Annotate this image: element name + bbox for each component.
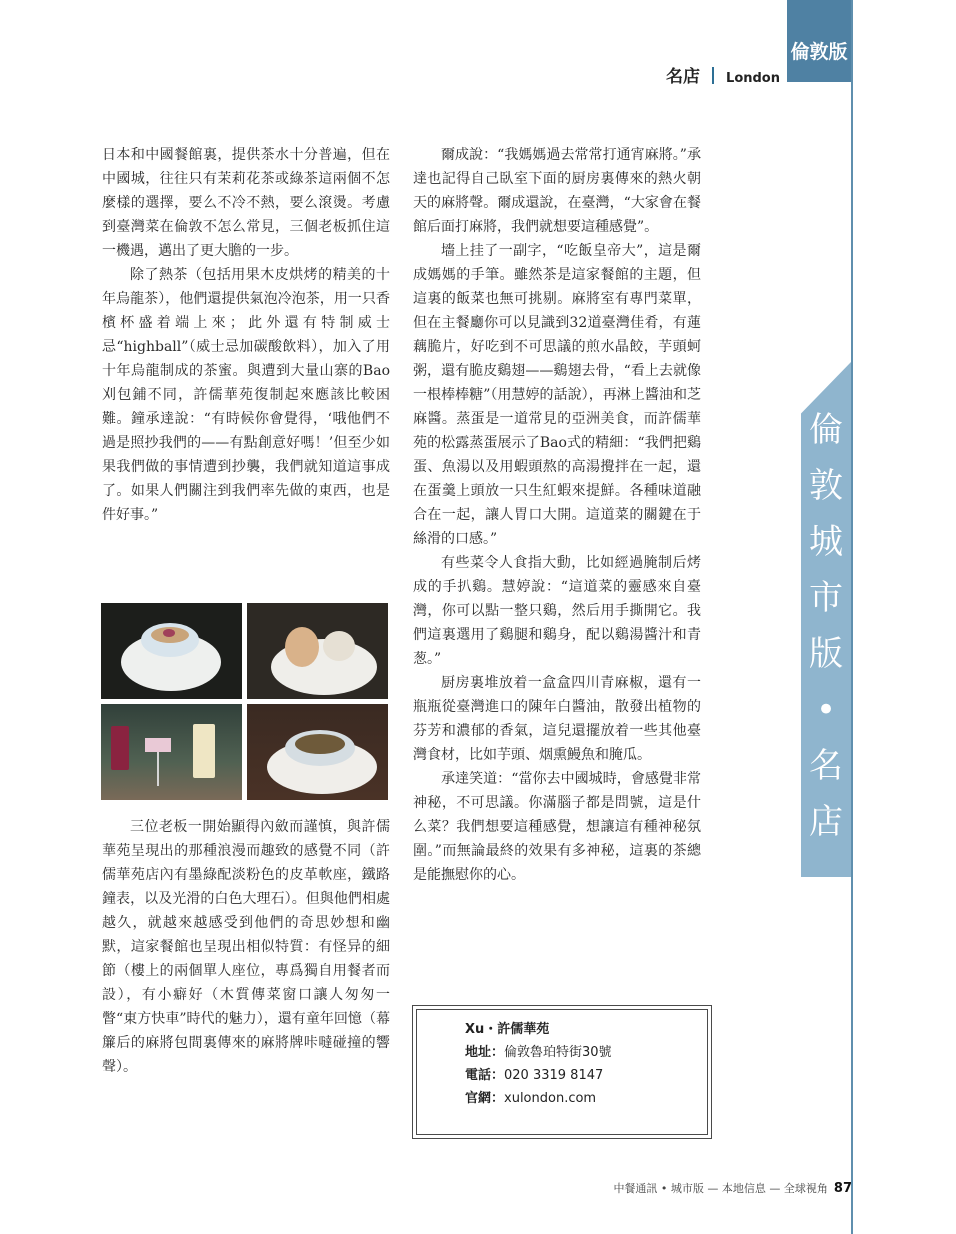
info-content	[465, 1018, 612, 1110]
side-banner-title	[801, 402, 851, 850]
phone-label: 電話：	[465, 1068, 505, 1083]
phone-value: 020 3319 8147	[504, 1068, 604, 1083]
restaurant-info-box	[412, 1005, 712, 1139]
paragraph: 爾成說：“我媽媽過去常常打通宵麻將。”承達也記得自己臥室下面的厨房裏傳來的熱火朝天的麻將聲。爾成還說，在臺灣，“大家會在餐館后面打麻將，我們就想要這種感覺”。	[413, 147, 701, 235]
paragraph: 日本和中國餐館裏，提供茶水十分普遍，但在中國城，往往只有茉莉花茶或綠茶這兩個不怎麼樣的選擇，要么不冷不熱，要么滾燙。考慮到臺灣菜在倫敦不怎么常見，三個老板抓住這一機遇，邁出了更大膽的一步。	[102, 147, 390, 259]
section-city: London	[726, 71, 780, 86]
article-column-right	[413, 143, 701, 887]
article-column-left-bottom	[102, 815, 390, 1079]
photo-drinks	[101, 704, 242, 800]
website-row	[465, 1087, 612, 1110]
side-char: 城	[809, 522, 843, 562]
side-char: 名	[809, 746, 843, 786]
article-column-left-top	[102, 143, 390, 527]
paragraph: 墻上挂了一副字，“吃飯皇帝大”，這是爾成媽媽的手筆。雖然茶是這家餐館的主題，但這裏的飯菜也無可挑剔。麻將室有專門菜單，但在主餐廳你可以見識到32道臺灣佳肴，有蓮藕脆片，好吃到不可思議的煎水晶餃，芋頭蚵粥，還有脆皮鷄翅——鷄翅去骨，“看上去就像一根棒棒糖”（用慧婷的話說），再淋上醬油和芝麻醬。蒸蛋是一道常見的亞洲美食，而許儒華苑的松露蒸蛋展示了Bao式的精細：“我們把鷄蛋、魚湯以及用蝦頭熬的高湯攪拌在一起，還在蛋羹上頭放一只生紅蝦來提鮮。各種味道融合在一起，讓人胃口大開。這道菜的關鍵在于絲滑的口感。”	[413, 243, 701, 547]
paragraph: 承達笑道：“當你去中國城時，會感覺非常神秘，不可思議。你滿腦子都是問號，這是什么菜？我們想要這種感覺，想讓這有種神秘氛圍。”而無論最終的效果有多神秘，這裏的茶總是能撫慰你的心。	[413, 771, 701, 883]
side-char: 倫	[809, 410, 843, 450]
phone-row	[465, 1064, 612, 1087]
side-char: •	[815, 690, 837, 730]
edition-tab: 倫敦版	[787, 0, 851, 82]
website-label: 官網：	[465, 1091, 505, 1106]
page-number: 87	[833, 1181, 852, 1196]
paragraph: 除了熱茶（包括用果木皮烘烤的精美的十年烏龍茶），他們還提供氣泡冷泡茶，用一只香檳杯盛着端上來；此外還有特制威士忌“highball”（威士忌加碳酸飲料），加入了用十年烏龍制成的茶蜜。與遭到大量山寨的Bao刈包鋪不同，許儒華苑復制起來應該比較困難。鐘承達說：“有時候你會覺得，‘哦他們不過是照抄我們的——有點創意好嗎！’但至少如果我們做的事情遭到抄襲，我們就知道這事成了。如果人們關注到我們率先做的東西，也是件好事。”	[102, 267, 390, 523]
section-divider	[712, 67, 714, 84]
section-title: 名店	[666, 67, 701, 87]
address-label: 地址：	[465, 1045, 505, 1060]
side-char: 敦	[809, 466, 843, 506]
footer-publication: 中餐通訊 • 城市版 — 本地信息 — 全球視角	[613, 1182, 828, 1195]
page-footer	[613, 1180, 852, 1196]
margin-rule	[851, 0, 853, 1234]
side-char: 店	[809, 802, 843, 842]
paragraph: 厨房裏堆放着一盒盒四川青麻椒，還有一瓶瓶從臺灣進口的陳年白醬油，散發出植物的芬芳和濃郁的香氣，這兒還擺放着一些其他臺灣食材，比如芋頭、烟熏鰻魚和腌瓜。	[413, 675, 701, 763]
address-row	[465, 1041, 612, 1064]
restaurant-name: Xu・許儒華苑	[465, 1022, 550, 1037]
address-value: 倫敦魯珀特街30號	[504, 1045, 612, 1060]
photo-steamed-egg	[101, 603, 242, 699]
side-char: 版	[809, 634, 843, 674]
paragraph: 三位老板一開始顯得內斂而謹慎，與許儒華苑呈現出的那種浪漫而趣致的感覺不同（許儒華苑店內有墨綠配淡粉色的皮革軟座，鐵路鐘表，以及光滑的白色大理石）。但與他們相處越久，就越來越感受到他們的奇思妙想和幽默，這家餐館也呈現出相似特質：有怪异的細節（樓上的兩個單人座位，專爲獨自用餐者而設），有小癖好（木質傳菜窗口讓人匆匆一瞥“東方快車”時代的魅力），還有童年回憶（幕簾后的麻將包間裏傳來的麻將牌咔噠碰撞的響聲）。	[102, 819, 390, 1075]
section-header	[666, 62, 780, 87]
photo-congee	[247, 704, 388, 800]
website-link[interactable]: xulondon.com	[504, 1091, 597, 1106]
photo-chicken-wings	[247, 603, 388, 699]
photo-grid	[101, 603, 388, 800]
side-char: 市	[809, 578, 843, 618]
paragraph: 有些菜令人食指大動，比如經過腌制后烤成的手扒鷄。慧婷說：“這道菜的靈感來自臺灣，你可以點一整只鷄，然后用手撕開它。我們這裏選用了鷄腿和鷄身，配以鷄湯醬汁和青葱。”	[413, 555, 701, 667]
